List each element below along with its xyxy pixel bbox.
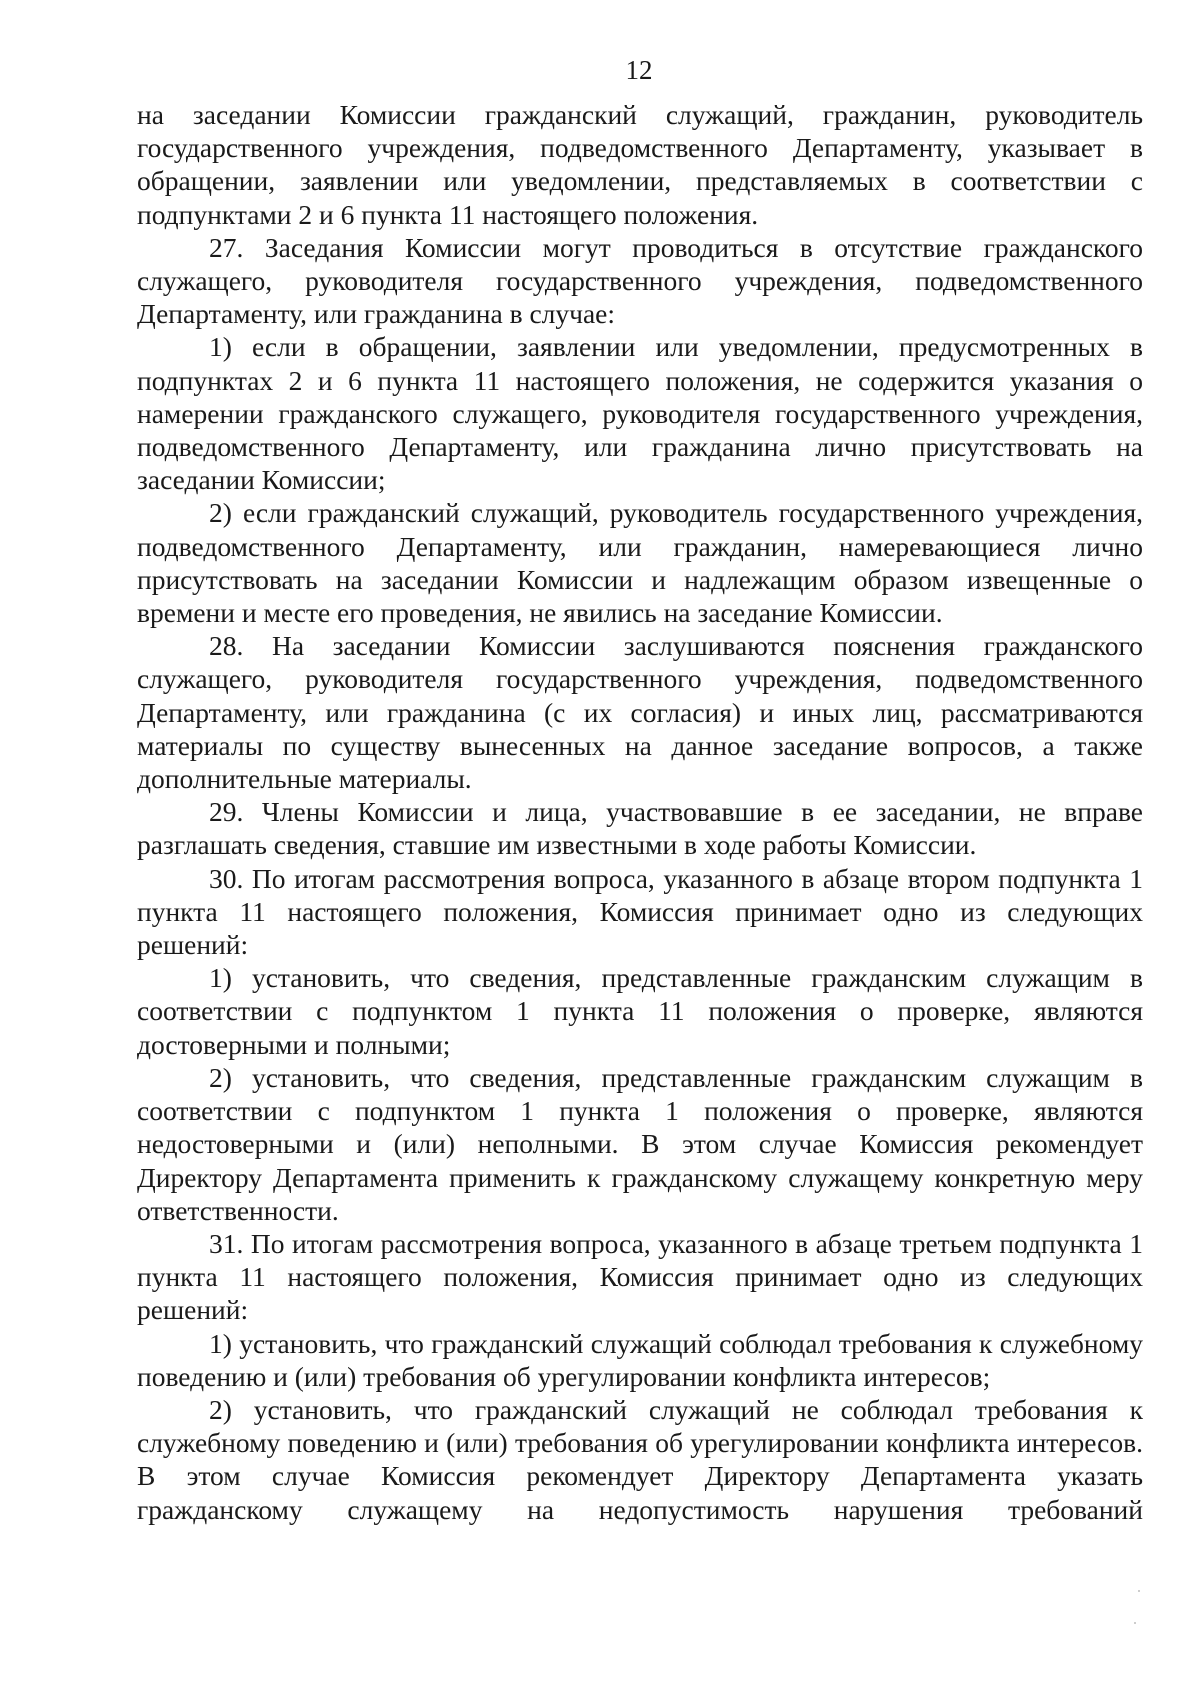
paragraph-continuation: на заседании Комиссии гражданский служащий, гражданин, руководитель государственного учреждения, подведомственного Департаменту, указывает в обращении, заявлении или уведомлении, представляемых в соответствии с подпунктами 2 и 6 пункта 11 настоящего положения. — [137, 99, 1143, 230]
scan-speck — [1134, 1622, 1136, 1624]
paragraph-30-item-2: 2) установить, что сведения, представленные гражданским служащим в соответствии с подпунктом 1 пункта 1 положения о проверке, являются недостоверными и (или) неполными. В этом случае Комиссия рекомендует Директору Департамента применить к гражданскому служащему конкретную меру ответственности. — [137, 1061, 1143, 1226]
document-body — [137, 98, 1143, 1526]
paragraph-31-item-2: 2) установить, что гражданский служащий не соблюдал требования к служебному поведению и (или) требования об урегулировании конфликта интересов. В этом случае Комиссия рекомендует Директору Департамента указать гражданскому служащему на недопустимость нарушения требований — [137, 1393, 1143, 1525]
paragraph-29: 29. Члены Комиссии и лица, участвовавшие в ее заседании, не вправе разглашать сведения, ставшие им известными в ходе работы Комиссии. — [137, 796, 1143, 861]
paragraph-31-item-1: 1) установить, что гражданский служащий соблюдал требования к служебному поведению и (или) требования об урегулировании конфликта интересов; — [137, 1327, 1143, 1392]
paragraph-28: 28. На заседании Комиссии заслушиваются пояснения гражданского служащего, руководителя государственного учреждения, подведомственного Департаменту, или гражданина (с их согласия) и иных лиц, рассматриваются материалы по существу вынесенных на данное заседание вопросов, а также дополнительные материалы. — [137, 630, 1143, 795]
paragraph-27-item-1: 1) если в обращении, заявлении или уведомлении, предусмотренных в подпунктах 2 и 6 пункта 11 настоящего положения, не содержится указания о намерении гражданского служащего, руководителя государственного учреждения, подведомственного Департаменту, или гражданина лично присутствовать на заседании Комиссии; — [137, 331, 1143, 496]
scan-speck — [1138, 1590, 1140, 1592]
paragraph-27: 27. Заседания Комиссии могут проводиться в отсутствие гражданского служащего, руководителя государственного учреждения, подведомственного Департаменту, или гражданина в случае: — [137, 231, 1143, 330]
paragraph-31: 31. По итогам рассмотрения вопроса, указанного в абзаце третьем подпункта 1 пункта 11 настоящего положения, Комиссия принимает одно из следующих решений: — [137, 1227, 1143, 1326]
page-number: 12 — [625, 55, 653, 85]
paragraph-27-item-2: 2) если гражданский служащий, руководитель государственного учреждения, подведомственного Департаменту, или гражданин, намеревающиеся лично присутствовать на заседании Комиссии и надлежащим образом извещенные о времени и месте его проведения, не явились на заседание Комиссии. — [137, 497, 1143, 629]
paragraph-30: 30. По итогам рассмотрения вопроса, указанного в абзаце втором подпункта 1 пункта 11 настоящего положения, Комиссия принимает одно из следующих решений: — [137, 862, 1143, 961]
paragraph-30-item-1: 1) установить, что сведения, представленные гражданским служащим в соответствии с подпунктом 1 пункта 11 положения о проверке, являются достоверными и полными; — [137, 962, 1143, 1060]
